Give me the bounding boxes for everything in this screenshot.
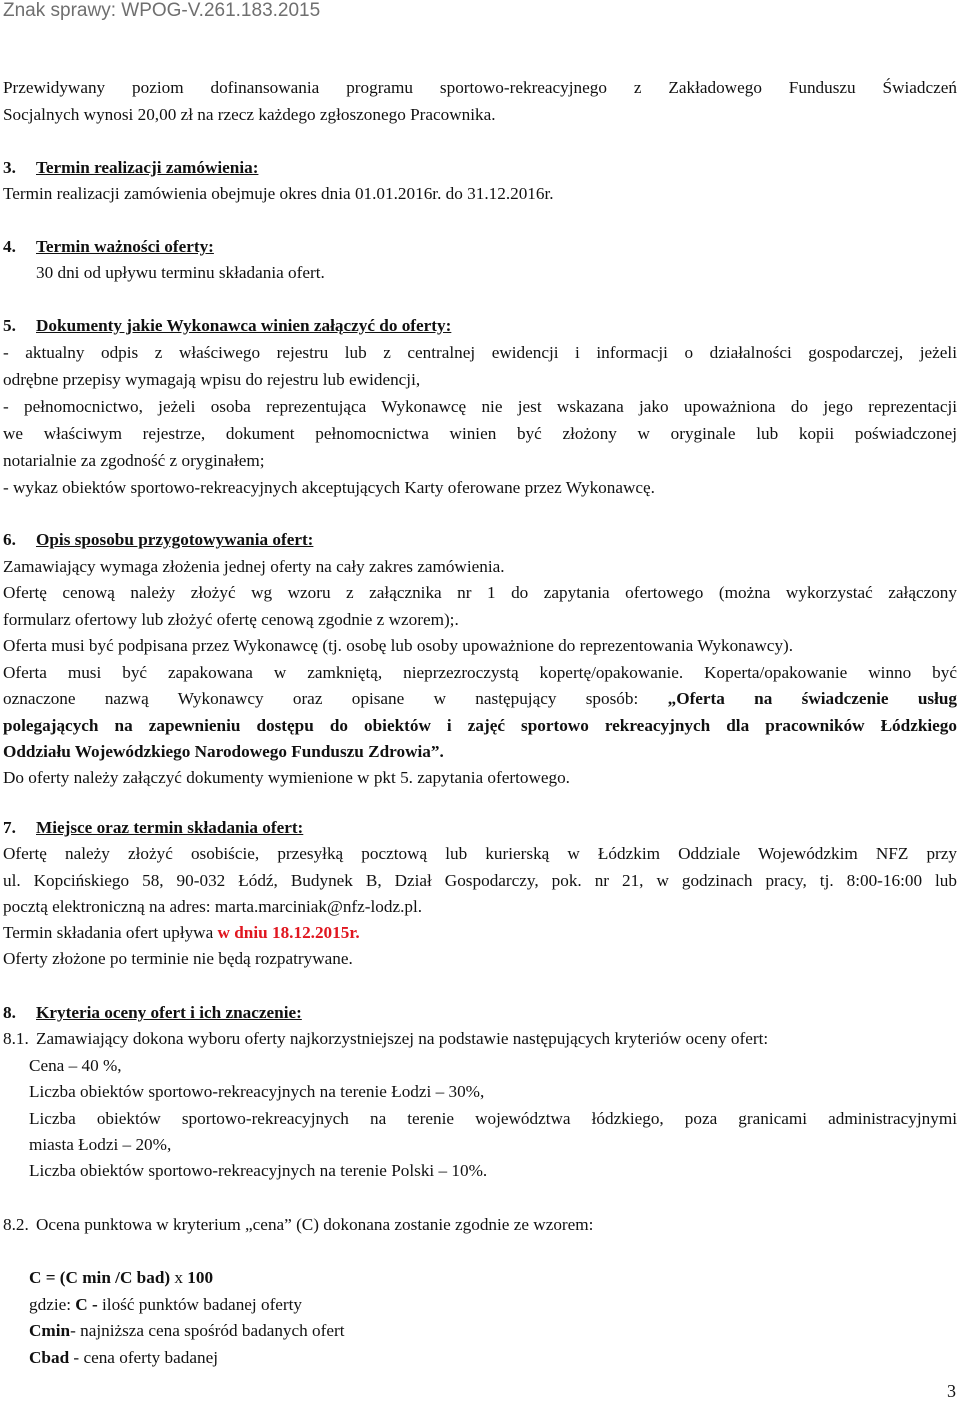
section-8-number: 8.: [3, 1003, 16, 1022]
section-6-offer-label-start: „Oferta na świadczenie usług: [667, 689, 958, 708]
section-4-text: 30 dni od upływu terminu składania ofert.: [36, 263, 325, 282]
section-6-line-6-text: oznaczone nazwą Wykonawcy oraz opisane w następujący sposób:: [3, 689, 639, 708]
section-5-heading: [3, 316, 957, 336]
point-8-1-text: Zamawiający dokona wyboru oferty najkorzystniejszej na podstawie następujących kryteriów oceny ofert:: [36, 1029, 769, 1048]
section-7-line-3: pocztą elektroniczną na adres: marta.marciniak@nfz-lodz.pl.: [3, 897, 423, 916]
criterion-lodz-facilities: Liczba obiektów sportowo-rekreacyjnych na terenie Łodzi – 30%,: [29, 1082, 485, 1101]
formula-legend-cbad: [29, 1348, 957, 1368]
section-5-line-1: - aktualny odpis z właściwego rejestru lub z centralnej ewidencji i informacji o działalności gospodarczej, jeżeli: [3, 343, 957, 362]
section-8-heading: [3, 1003, 957, 1023]
section-8-title: Kryteria oceny ofert i ich znaczenie:: [36, 1003, 302, 1022]
section-6-heading: [3, 530, 957, 550]
formula-multiplier: 100: [187, 1268, 214, 1287]
section-3-heading: [3, 158, 957, 178]
intro-line-2: Socjalnych wynosi 20,00 zł na rzecz każdego zgłoszonego Pracownika.: [3, 105, 496, 124]
section-6-title: Opis sposobu przygotowywania ofert:: [36, 530, 314, 549]
point-8-1: [3, 1029, 957, 1049]
section-5-number: 5.: [3, 316, 16, 335]
point-8-2: [3, 1215, 957, 1235]
section-4-heading: [3, 237, 957, 257]
section-6-line-9: Do oferty należy załączyć dokumenty wymienione w pkt 5. zapytania ofertowego.: [3, 768, 570, 787]
section-5-title: Dokumenty jakie Wykonawca winien załączyć do oferty:: [36, 316, 452, 335]
section-7-heading: [3, 818, 957, 838]
criterion-price: Cena – 40 %,: [29, 1056, 122, 1075]
section-6-line-6: [3, 689, 957, 709]
section-4-number: 4.: [3, 237, 16, 256]
section-5-line-2: odrębne przepisy wymagają wpisu do rejestru lub ewidencji,: [3, 370, 421, 389]
section-5-line-5: notarialnie za zgodność z oryginałem;: [3, 451, 265, 470]
formula-times: x: [174, 1268, 183, 1287]
section-6-line-3: formularz ofertowy lub złożyć ofertę cenową zgodnie z wzorem);.: [3, 610, 459, 629]
section-7-number: 7.: [3, 818, 16, 837]
section-7-line-2: ul. Kopcińskiego 58, 90-032 Łódź, Budynek B, Dział Gospodarczy, pok. nr 21, w godzinach pracy, tj. 8:00-16:00 lub: [3, 871, 957, 890]
formula-symbol-c: C -: [75, 1295, 98, 1314]
formula-legend-cmin: [29, 1321, 957, 1341]
section-7-line-5: Oferty złożone po terminie nie będą rozpatrywane.: [3, 949, 353, 968]
formula-legend-c: [29, 1295, 957, 1315]
section-6-line-2: Ofertę cenową należy złożyć wg wzoru z załącznika nr 1 do zapytania ofertowego (można wykorzystać załączony: [3, 583, 957, 602]
point-8-2-number: 8.2.: [3, 1215, 29, 1234]
intro-line-1: Przewidywany poziom dofinansowania programu sportowo-rekreacyjnego z Zakładowego Funduszu Świadczeń: [3, 78, 957, 97]
section-5-line-3: - pełnomocnictwo, jeżeli osoba reprezentująca Wykonawcę nie jest wskazana jako upoważniona do jego reprezentacji: [3, 397, 957, 416]
section-3-text: Termin realizacji zamówienia obejmuje okres dnia 01.01.2016r. do 31.12.2016r.: [3, 184, 554, 203]
section-6-line-1: Zamawiający wymaga złożenia jednej oferty na cały zakres zamówienia.: [3, 557, 505, 576]
section-6-offer-label-end: Oddziału Wojewódzkiego Narodowego Funduszu Zdrowia”.: [3, 742, 444, 761]
deadline-label: Termin składania ofert upływa: [3, 923, 214, 942]
formula-expression: C = (C min /C bad): [29, 1268, 171, 1287]
criterion-voivodeship-facilities-cont: miasta Łodzi – 20%,: [29, 1135, 172, 1154]
section-5-line-4: we właściwym rejestrze, dokument pełnomocnictwa winien być złożony w oryginale lub kopii poświadczonej: [3, 424, 957, 443]
section-7-line-4: [3, 923, 957, 943]
formula-desc-c: ilość punktów badanej oferty: [102, 1295, 303, 1314]
formula-symbol-cmin: Cmin: [29, 1321, 71, 1340]
section-6-line-5: Oferta musi być zapakowana w zamkniętą, nieprzezroczystą kopertę/opakowanie. Koperta/opakowanie winno być: [3, 663, 957, 682]
page-number: 3: [947, 1381, 956, 1401]
criterion-poland-facilities: Liczba obiektów sportowo-rekreacyjnych na terenie Polski – 10%.: [29, 1161, 488, 1180]
section-6-line-4: Oferta musi być podpisana przez Wykonawcę (tj. osobę lub osoby upoważnione do reprezentowania Wykonawcy).: [3, 636, 794, 655]
case-number-header: Znak sprawy: WPOG-V.261.183.2015: [3, 0, 321, 21]
section-3-title: Termin realizacji zamówienia:: [36, 158, 259, 177]
section-6-number: 6.: [3, 530, 16, 549]
section-4-title: Termin ważności oferty:: [36, 237, 214, 256]
point-8-1-number: 8.1.: [3, 1029, 29, 1048]
section-5-line-6: - wykaz obiektów sportowo-rekreacyjnych akceptujących Karty oferowane przez Wykonawcę.: [3, 478, 655, 497]
section-3-number: 3.: [3, 158, 16, 177]
formula-legend-where: gdzie:: [29, 1295, 71, 1314]
deadline-date: w dniu 18.12.2015r.: [217, 923, 360, 942]
section-6-offer-label-middle: polegających na zapewnieniu dostępu do obiektów i zajęć sportowo rekreacyjnych dla pracowników Łódzkiego: [3, 716, 957, 735]
formula-desc-cbad: - cena oferty badanej: [73, 1348, 218, 1367]
criterion-voivodeship-facilities: Liczba obiektów sportowo-rekreacyjnych na terenie województwa łódzkiego, poza granicami administracyjnymi: [29, 1109, 957, 1128]
point-8-2-text: Ocena punktowa w kryterium „cena” (C) dokonana zostanie zgodnie ze wzorem:: [36, 1215, 594, 1234]
section-7-title: Miejsce oraz termin składania ofert:: [36, 818, 304, 837]
formula-desc-cmin: - najniższa cena spośród badanych ofert: [70, 1321, 345, 1340]
formula: [29, 1268, 957, 1288]
formula-symbol-cbad: Cbad: [29, 1348, 70, 1367]
section-7-line-1: Ofertę należy złożyć osobiście, przesyłką pocztową lub kurierską w Łódzkim Oddziale Wojewódzkim NFZ przy: [3, 844, 957, 863]
